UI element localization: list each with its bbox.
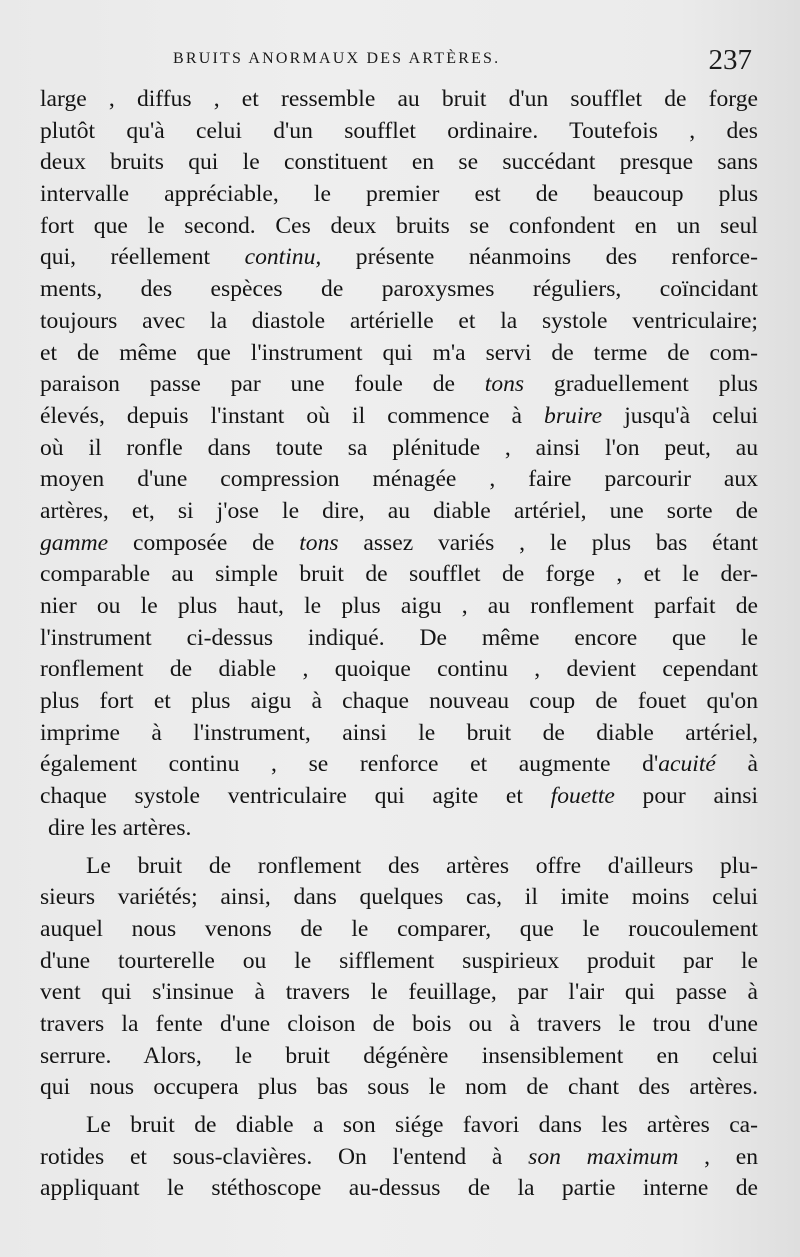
italic-term: tons <box>299 529 339 556</box>
text-line: sieurs variétés; ainsi, dans quelques cas, il imite moins celui <box>40 884 758 911</box>
italic-term: tons <box>484 371 525 398</box>
text-line <box>40 1142 758 1174</box>
text-run: jusqu'à celui <box>602 402 759 429</box>
italic-term: fouette <box>550 783 615 810</box>
text-line <box>40 242 758 274</box>
text-run: à <box>715 751 758 778</box>
text-line: plutôt qu'à celui d'un soufflet ordinaire. Toutefois , des <box>40 117 758 144</box>
text-run: assez variés , le plus bas étant <box>338 529 758 556</box>
text-line: intervalle appréciable, le premier est de beaucoup plus <box>40 181 758 208</box>
text-line <box>40 528 758 560</box>
paragraph-2 <box>40 851 758 1105</box>
running-head <box>40 44 758 80</box>
text-run: chaque systole ventriculaire qui agite et <box>40 783 551 810</box>
italic-term: acuité <box>658 751 716 778</box>
italic-term: bruire <box>544 402 603 429</box>
text-line: moyen d'une compression ménagée , faire parcourir aux <box>40 466 758 493</box>
text-line: l'instrument ci-dessus indiqué. De même encore que le <box>40 624 758 651</box>
text-line: comparable au simple bruit de soufflet de forge , et le der- <box>40 561 758 588</box>
text-run: également continu , se renforce et augmente d' <box>40 751 659 778</box>
text-line: où il ronfle dans toute sa plénitude , ainsi l'on peut, au <box>40 434 758 461</box>
text-line: qui nous occupera plus bas sous le nom de chant des artères. <box>40 1074 758 1101</box>
text-line: Le bruit de ronflement des artères offre d'ailleurs plu- <box>86 852 758 879</box>
text-line: d'une tourterelle ou le sifflement suspirieux produit par le <box>40 947 758 974</box>
text-line <box>40 369 758 401</box>
text-line <box>40 401 758 433</box>
text-run: élevés, depuis l'instant où il commence à <box>40 402 545 429</box>
text-line: artères, et, si j'ose le dire, au diable artériel, une sorte de <box>40 497 758 524</box>
italic-term: son maximum <box>528 1143 679 1170</box>
text-line: ments, des espèces de paroxysmes réguliers, coïncidant <box>40 276 758 303</box>
page-number: 237 <box>708 44 752 76</box>
text-run: composée de <box>108 529 300 556</box>
text-line: et de même que l'instrument qui m'a servi de terme de com- <box>40 339 758 366</box>
body-text <box>40 84 758 1205</box>
text-line <box>40 749 758 781</box>
text-line: deux bruits qui le constituent en se succédant presque sans <box>40 149 758 176</box>
text-run: rotides et sous-clavières. On l'entend à <box>40 1143 529 1170</box>
text-run: pour ainsi <box>614 783 758 810</box>
text-run: paraison passe par une foule de <box>40 371 485 398</box>
text-run: qui, réellement <box>40 244 245 271</box>
text-run: présente néanmoins des renforce- <box>321 244 758 271</box>
text-line: large , diffus , et ressemble au bruit d'un soufflet de forge <box>40 86 758 112</box>
text-line: nier ou le plus haut, le plus aigu , au ronflement parfait de <box>40 593 758 619</box>
text-line <box>40 781 758 813</box>
paragraph-3 <box>40 1110 758 1205</box>
text-line: ronflement de diable , quoique continu , devient cependant <box>40 656 758 683</box>
italic-term: gamme <box>40 529 109 556</box>
paragraph-1 <box>40 84 758 845</box>
text-line: serrure. Alors, le bruit dégénère insensiblement en celui <box>40 1042 758 1069</box>
text-line: imprime à l'instrument, ainsi le bruit de diable artériel, <box>40 719 758 746</box>
text-line: plus fort et plus aigu à chaque nouveau coup de fouet qu'on <box>40 688 758 715</box>
text-line: travers la fente d'une cloison de bois ou à travers le trou d'une <box>40 1010 758 1037</box>
text-line: dire les artères. <box>48 814 192 841</box>
running-title: BRUITS ANORMAUX DES ARTÈRES. <box>173 50 501 67</box>
text-line: fort que le second. Ces deux bruits se confondent en un seul <box>40 212 758 239</box>
text-run: , en <box>678 1143 759 1170</box>
text-line: toujours avec la diastole artérielle et la systole ventriculaire; <box>40 307 758 334</box>
italic-term: continu, <box>244 244 322 271</box>
text-line: vent qui s'insinue à travers le feuillage, par l'air qui passe à <box>40 979 758 1006</box>
text-line: Le bruit de diable a son siége favori dans les artères ca- <box>86 1112 758 1138</box>
text-run: graduellement plus <box>524 371 758 398</box>
text-line: auquel nous venons de le comparer, que le roucoulement <box>40 915 758 942</box>
text-line: appliquant le stéthoscope au-dessus de la partie interne de <box>40 1175 758 1202</box>
